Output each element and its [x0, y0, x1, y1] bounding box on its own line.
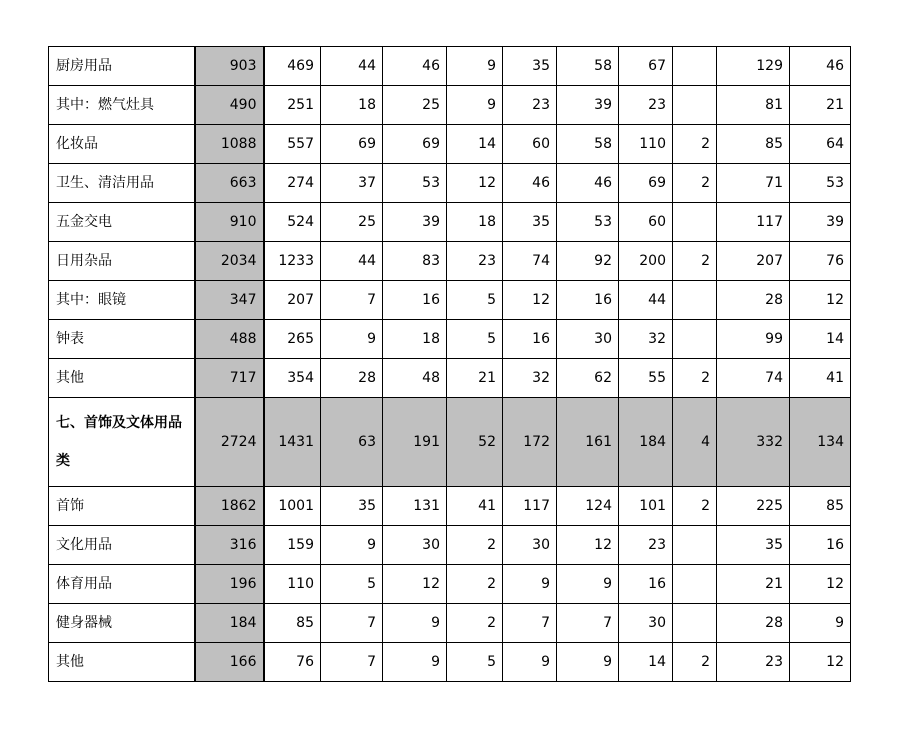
- total-cell: 196: [195, 565, 264, 604]
- value-cell: 62: [557, 359, 619, 398]
- value-cell: 207: [717, 242, 790, 281]
- value-cell: 69: [619, 164, 673, 203]
- table-row: [49, 125, 851, 164]
- table-row: [49, 604, 851, 643]
- table-row: [49, 487, 851, 526]
- value-cell: 37: [321, 164, 383, 203]
- total-cell: 316: [195, 526, 264, 565]
- value-cell: 35: [503, 203, 557, 242]
- value-cell: 53: [383, 164, 447, 203]
- value-cell: 9: [790, 604, 851, 643]
- value-cell: 67: [619, 47, 673, 86]
- value-cell: 251: [264, 86, 321, 125]
- value-cell: 557: [264, 125, 321, 164]
- value-cell: 2: [447, 604, 503, 643]
- value-cell: 23: [503, 86, 557, 125]
- value-cell: 9: [447, 86, 503, 125]
- value-cell: 30: [503, 526, 557, 565]
- value-cell: 16: [557, 281, 619, 320]
- value-cell: 16: [503, 320, 557, 359]
- value-cell: 76: [264, 643, 321, 682]
- value-cell: 85: [717, 125, 790, 164]
- value-cell: 44: [321, 47, 383, 86]
- value-cell: 39: [557, 86, 619, 125]
- value-cell: [673, 604, 717, 643]
- category-row: [49, 398, 851, 487]
- value-cell: 332: [717, 398, 790, 487]
- value-cell: 92: [557, 242, 619, 281]
- value-cell: 469: [264, 47, 321, 86]
- value-cell: 23: [619, 526, 673, 565]
- value-cell: 161: [557, 398, 619, 487]
- value-cell: 69: [321, 125, 383, 164]
- value-cell: 16: [619, 565, 673, 604]
- value-cell: 225: [717, 487, 790, 526]
- value-cell: [673, 86, 717, 125]
- value-cell: 30: [619, 604, 673, 643]
- total-cell: 2724: [195, 398, 264, 487]
- table-body: [49, 47, 851, 682]
- total-cell: 903: [195, 47, 264, 86]
- value-cell: 41: [790, 359, 851, 398]
- item-name-cell: 其中：眼镜: [49, 281, 195, 320]
- total-cell: 490: [195, 86, 264, 125]
- value-cell: [673, 203, 717, 242]
- total-cell: 166: [195, 643, 264, 682]
- value-cell: 274: [264, 164, 321, 203]
- value-cell: [673, 281, 717, 320]
- value-cell: 21: [717, 565, 790, 604]
- table-row: [49, 164, 851, 203]
- value-cell: 5: [447, 281, 503, 320]
- value-cell: 74: [717, 359, 790, 398]
- table-row: [49, 281, 851, 320]
- value-cell: 9: [503, 565, 557, 604]
- value-cell: 12: [447, 164, 503, 203]
- item-name-cell: 钟表: [49, 320, 195, 359]
- statistics-table: [48, 46, 851, 682]
- value-cell: 2: [673, 359, 717, 398]
- value-cell: 60: [503, 125, 557, 164]
- value-cell: 9: [557, 565, 619, 604]
- value-cell: 110: [264, 565, 321, 604]
- value-cell: 2: [673, 643, 717, 682]
- value-cell: 9: [503, 643, 557, 682]
- value-cell: 265: [264, 320, 321, 359]
- value-cell: 9: [321, 320, 383, 359]
- value-cell: 23: [619, 86, 673, 125]
- value-cell: 53: [790, 164, 851, 203]
- value-cell: 85: [790, 487, 851, 526]
- item-name-cell: 厨房用品: [49, 47, 195, 86]
- value-cell: 5: [321, 565, 383, 604]
- value-cell: 35: [321, 487, 383, 526]
- table-row: [49, 359, 851, 398]
- table-row: [49, 242, 851, 281]
- table-row: [49, 320, 851, 359]
- total-cell: 663: [195, 164, 264, 203]
- table-row: [49, 47, 851, 86]
- value-cell: 74: [503, 242, 557, 281]
- item-name-cell: 其他: [49, 359, 195, 398]
- value-cell: 28: [717, 604, 790, 643]
- value-cell: 35: [503, 47, 557, 86]
- value-cell: 30: [557, 320, 619, 359]
- value-cell: 1431: [264, 398, 321, 487]
- value-cell: 354: [264, 359, 321, 398]
- value-cell: 32: [619, 320, 673, 359]
- value-cell: 71: [717, 164, 790, 203]
- value-cell: 14: [447, 125, 503, 164]
- value-cell: 85: [264, 604, 321, 643]
- value-cell: 12: [503, 281, 557, 320]
- table-row: [49, 203, 851, 242]
- value-cell: 44: [619, 281, 673, 320]
- value-cell: 1001: [264, 487, 321, 526]
- value-cell: 23: [447, 242, 503, 281]
- item-name-cell: 其中：燃气灶具: [49, 86, 195, 125]
- value-cell: 9: [447, 47, 503, 86]
- value-cell: 12: [790, 281, 851, 320]
- value-cell: 7: [503, 604, 557, 643]
- value-cell: 39: [790, 203, 851, 242]
- value-cell: 7: [557, 604, 619, 643]
- value-cell: 30: [383, 526, 447, 565]
- total-cell: 910: [195, 203, 264, 242]
- value-cell: 41: [447, 487, 503, 526]
- value-cell: [673, 565, 717, 604]
- value-cell: 83: [383, 242, 447, 281]
- value-cell: 28: [321, 359, 383, 398]
- value-cell: 44: [321, 242, 383, 281]
- item-name-cell: 文化用品: [49, 526, 195, 565]
- value-cell: 129: [717, 47, 790, 86]
- value-cell: 159: [264, 526, 321, 565]
- value-cell: 2: [673, 487, 717, 526]
- value-cell: 2: [447, 526, 503, 565]
- value-cell: 9: [321, 526, 383, 565]
- value-cell: 184: [619, 398, 673, 487]
- value-cell: 46: [557, 164, 619, 203]
- value-cell: 81: [717, 86, 790, 125]
- value-cell: 1233: [264, 242, 321, 281]
- value-cell: 2: [447, 565, 503, 604]
- value-cell: 2: [673, 125, 717, 164]
- total-cell: 347: [195, 281, 264, 320]
- total-cell: 488: [195, 320, 264, 359]
- value-cell: 200: [619, 242, 673, 281]
- item-name-cell: 其他: [49, 643, 195, 682]
- value-cell: 134: [790, 398, 851, 487]
- value-cell: 12: [383, 565, 447, 604]
- table-row: [49, 526, 851, 565]
- value-cell: 69: [383, 125, 447, 164]
- value-cell: 35: [717, 526, 790, 565]
- value-cell: 46: [383, 47, 447, 86]
- value-cell: 18: [447, 203, 503, 242]
- value-cell: 117: [717, 203, 790, 242]
- value-cell: 172: [503, 398, 557, 487]
- value-cell: 52: [447, 398, 503, 487]
- value-cell: 2: [673, 242, 717, 281]
- value-cell: 2: [673, 164, 717, 203]
- value-cell: 76: [790, 242, 851, 281]
- value-cell: 4: [673, 398, 717, 487]
- value-cell: 14: [619, 643, 673, 682]
- value-cell: 12: [790, 565, 851, 604]
- total-cell: 1088: [195, 125, 264, 164]
- value-cell: 46: [503, 164, 557, 203]
- item-name-cell: 化妆品: [49, 125, 195, 164]
- value-cell: 110: [619, 125, 673, 164]
- item-name-cell: 健身器械: [49, 604, 195, 643]
- value-cell: 9: [383, 643, 447, 682]
- item-name-cell: 体育用品: [49, 565, 195, 604]
- value-cell: 14: [790, 320, 851, 359]
- table-row: [49, 643, 851, 682]
- table-row: [49, 86, 851, 125]
- value-cell: 21: [790, 86, 851, 125]
- value-cell: 524: [264, 203, 321, 242]
- value-cell: 64: [790, 125, 851, 164]
- total-cell: 717: [195, 359, 264, 398]
- value-cell: 7: [321, 281, 383, 320]
- value-cell: 25: [383, 86, 447, 125]
- value-cell: 18: [321, 86, 383, 125]
- value-cell: 53: [557, 203, 619, 242]
- value-cell: 16: [790, 526, 851, 565]
- value-cell: 9: [557, 643, 619, 682]
- item-name-cell: 首饰: [49, 487, 195, 526]
- value-cell: 12: [557, 526, 619, 565]
- value-cell: 7: [321, 604, 383, 643]
- value-cell: 131: [383, 487, 447, 526]
- value-cell: 58: [557, 47, 619, 86]
- total-cell: 184: [195, 604, 264, 643]
- value-cell: 32: [503, 359, 557, 398]
- value-cell: 60: [619, 203, 673, 242]
- value-cell: 28: [717, 281, 790, 320]
- value-cell: 5: [447, 643, 503, 682]
- value-cell: 5: [447, 320, 503, 359]
- value-cell: 46: [790, 47, 851, 86]
- item-name-cell: 日用杂品: [49, 242, 195, 281]
- value-cell: 117: [503, 487, 557, 526]
- item-name-cell: 卫生、清洁用品: [49, 164, 195, 203]
- value-cell: 9: [383, 604, 447, 643]
- value-cell: 101: [619, 487, 673, 526]
- total-cell: 1862: [195, 487, 264, 526]
- category-name-cell: 七、首饰及文体用品类: [49, 398, 195, 487]
- value-cell: 23: [717, 643, 790, 682]
- value-cell: 99: [717, 320, 790, 359]
- value-cell: 21: [447, 359, 503, 398]
- total-cell: 2034: [195, 242, 264, 281]
- table-row: [49, 565, 851, 604]
- value-cell: 25: [321, 203, 383, 242]
- value-cell: 12: [790, 643, 851, 682]
- value-cell: 55: [619, 359, 673, 398]
- value-cell: 18: [383, 320, 447, 359]
- value-cell: [673, 47, 717, 86]
- value-cell: 7: [321, 643, 383, 682]
- value-cell: 207: [264, 281, 321, 320]
- value-cell: 124: [557, 487, 619, 526]
- value-cell: 58: [557, 125, 619, 164]
- item-name-cell: 五金交电: [49, 203, 195, 242]
- value-cell: 191: [383, 398, 447, 487]
- value-cell: 48: [383, 359, 447, 398]
- value-cell: [673, 526, 717, 565]
- value-cell: 16: [383, 281, 447, 320]
- value-cell: 39: [383, 203, 447, 242]
- value-cell: [673, 320, 717, 359]
- value-cell: 63: [321, 398, 383, 487]
